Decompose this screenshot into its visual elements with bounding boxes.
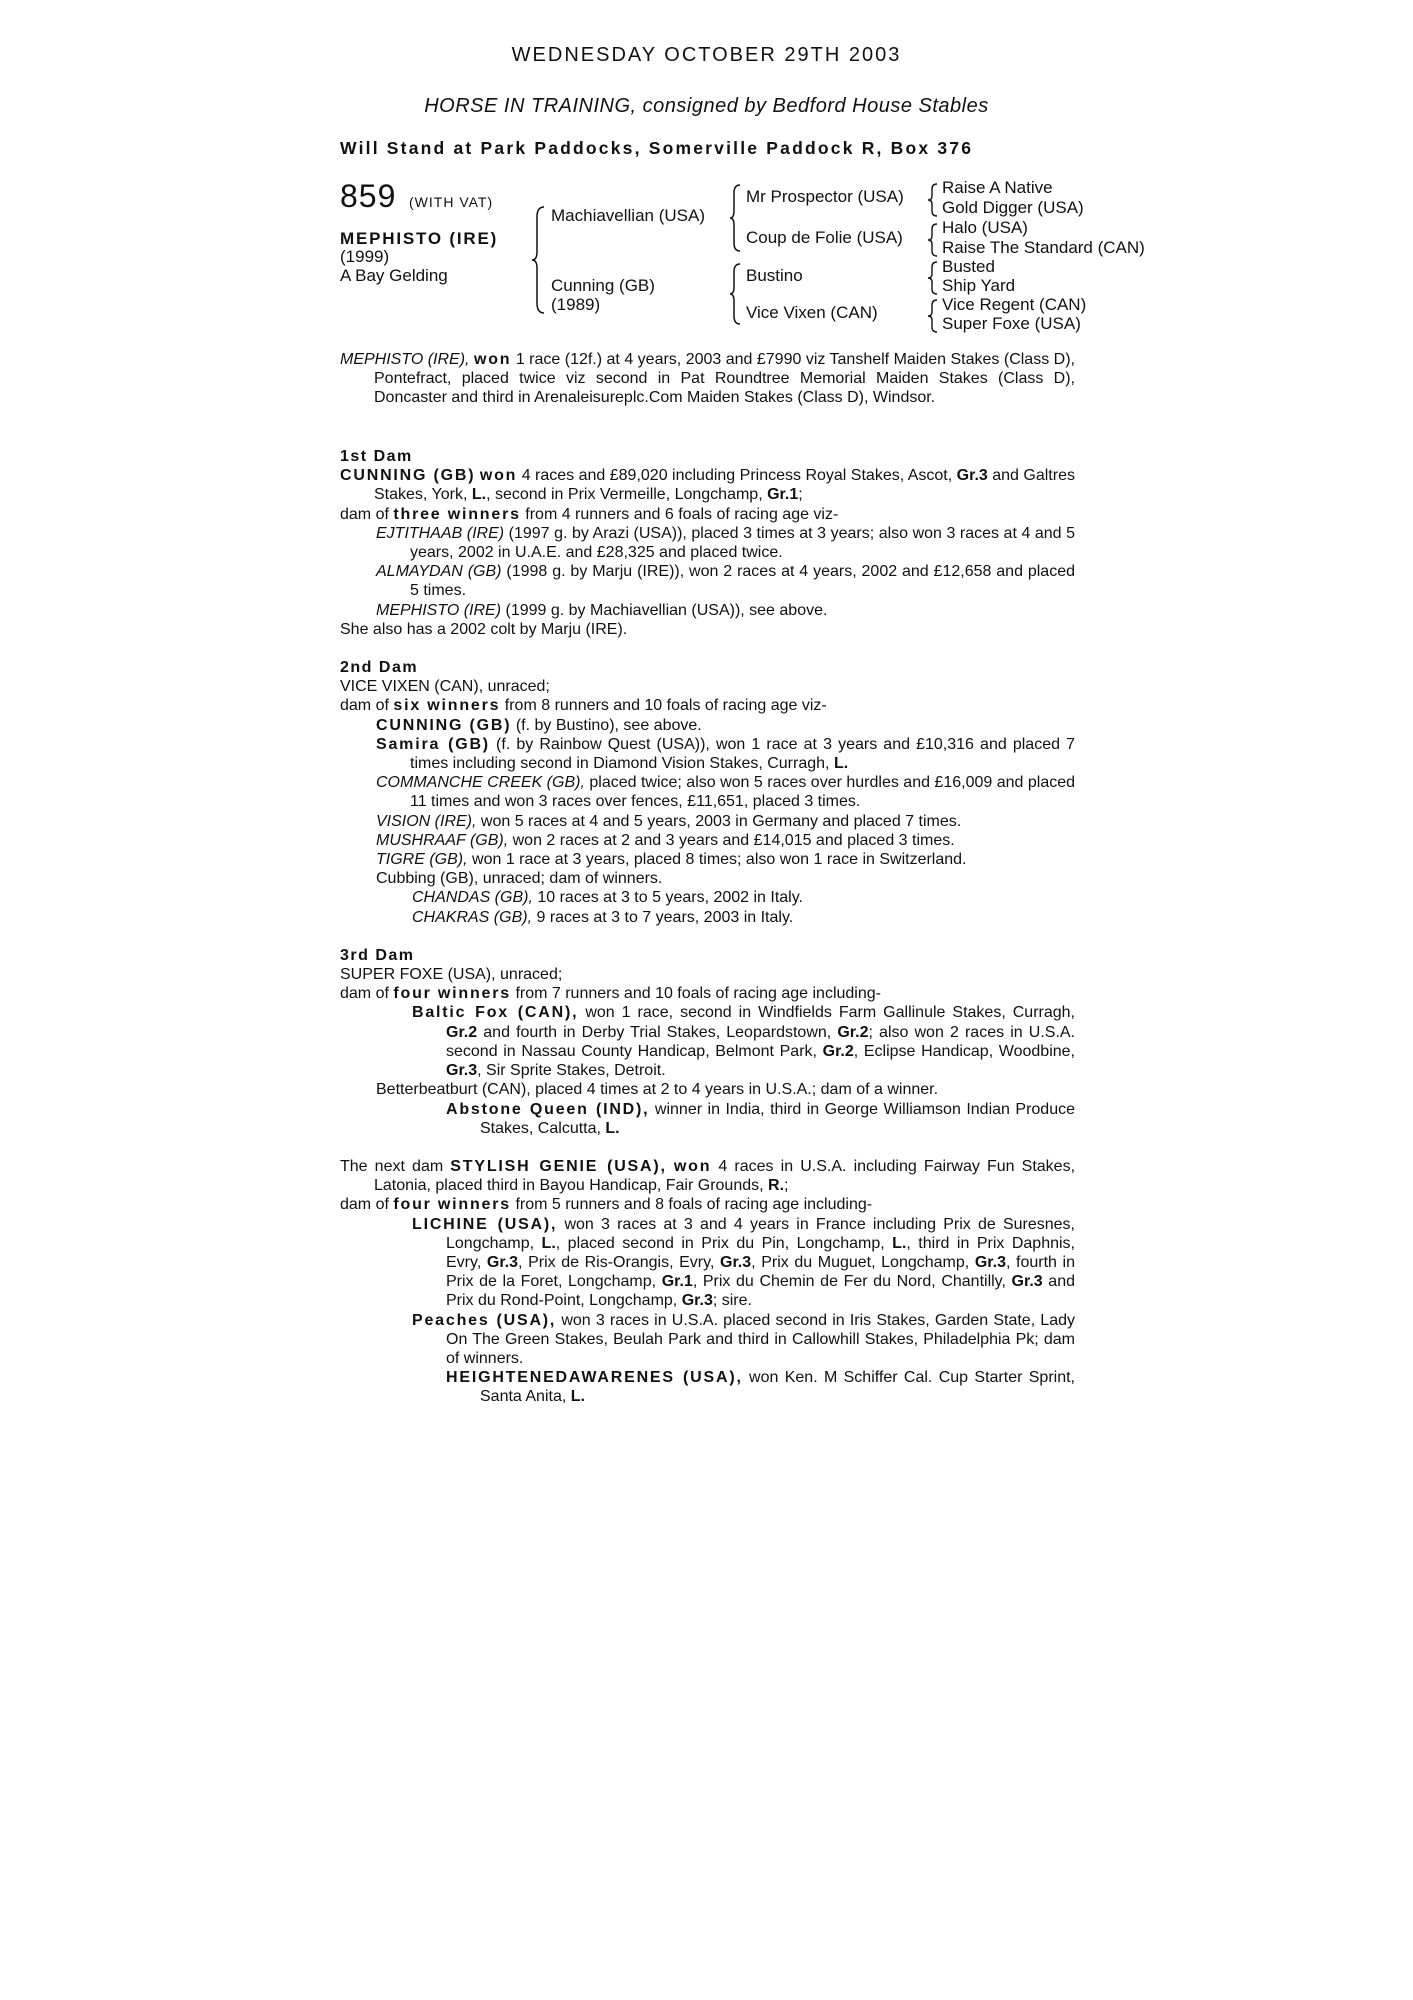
pedigree-sss: Raise A Native [942,178,1053,197]
first-dam-also: She also has a 2002 colt by Marju (IRE). [340,620,628,638]
third-dam-heading: 3rd Dam [340,946,415,964]
produce-entry: Cubbing (GB), unraced; dam of winners. [376,870,663,888]
produce-entry: COMMANCHE CREEK (GB), placed twice; also won 5 races over hurdles and £16,009 and placed 11 times and won 3 races over fences, £11,651, placed 3 times. [376,774,1076,811]
produce-entry: VISION (IRE), won 5 races at 4 and 5 years, 2003 in Germany and placed 7 times. [376,812,962,830]
produce-entry: Baltic Fox (CAN), won 1 race, second in Windfields Farm Gallinule Stakes, Curragh, Gr.2 and fourth in Derby Trial Stakes, Leopardstown, Gr.2; also won 2 races in U.S.A. second in Nassau County Handicap, Belmont Park, Gr.2, Eclipse Handicap, Woodbine, Gr.3, Sir Sprite Stakes, Detroit. [412,1004,1076,1080]
pedigree-sire-dam: Coup de Folie (USA) [746,228,903,247]
consignment-line: HORSE IN TRAINING, consigned by Bedford House Stables [424,95,989,117]
horse-year: (1999) [340,247,390,266]
pedigree-brace-sire [728,183,742,253]
horse-name: MEPHISTO (IRE) [340,229,499,248]
pedigree-ddd: Super Foxe (USA) [942,314,1081,333]
horse-description: A Bay Gelding [340,266,448,285]
pedigree-dss: Busted [942,257,995,276]
produce-entry: Betterbeatburt (CAN), placed 4 times at 2 to 4 years in U.S.A.; dam of a winner. [376,1081,939,1099]
pedigree-brace-ss [926,182,939,218]
second-dam-line: VICE VIXEN (CAN), unraced; [340,678,550,696]
second-dam-produce-summary: dam of six winners from 8 runners and 10 foals of racing age viz- [340,697,827,715]
pedigree-dds: Vice Regent (CAN) [942,295,1087,314]
first-dam-heading: 1st Dam [340,448,413,465]
produce-entry: TIGRE (GB), won 1 race at 3 years, placed 8 times; also won 1 race in Switzerland. [376,851,967,869]
pedigree-sire-sire: Mr Prospector (USA) [746,187,904,206]
pedigree-dam-year: (1989) [551,295,601,314]
produce-entry: CHANDAS (GB), 10 races at 3 to 5 years, 2002 in Italy. [412,889,803,907]
produce-entry: MUSHRAAF (GB), won 2 races at 2 and 3 years and £14,015 and placed 3 times. [376,831,955,849]
first-dam-record: CUNNING (GB) won 4 races and £89,020 including Princess Royal Stakes, Ascot, Gr.3 and Galtres Stakes, York, L., second in Prix Vermeille, Longchamp, Gr.1; [340,467,1075,504]
produce-entry: CHAKRAS (GB), 9 races at 3 to 7 years, 2003 in Italy. [412,908,794,926]
sale-date: WEDNESDAY OCTOBER 29TH 2003 [511,44,902,66]
lot-number: 859 [340,178,397,214]
pedigree-brace-main [530,205,546,315]
first-dam-produce-summary: dam of three winners from 4 runners and 6 foals of racing age viz- [340,505,839,523]
pedigree-dsd: Ship Yard [942,276,1016,295]
produce-entry: CUNNING (GB) (f. by Bustino), see above. [376,716,702,734]
produce-entry: Abstone Queen (IND), winner in India, third in George Williamson Indian Produce Stakes, Calcutta, L. [446,1100,1076,1137]
produce-entry: Samira (GB) (f. by Rainbow Quest (USA)), won 1 race at 3 years and £10,316 and placed 7 times including second in Diamond Vision Stakes, Curragh, L. [376,735,1075,773]
pedigree-sds: Halo (USA) [942,218,1028,237]
pedigree-dam-sire: Bustino [746,266,803,285]
produce-entry: ALMAYDAN (GB) (1998 g. by Marju (IRE)), won 2 races at 4 years, 2002 and £12,658 and placed 5 times. [376,563,1076,600]
produce-entry: LICHINE (USA), won 3 races at 3 and 4 years in France including Prix de Suresnes, Longchamp, L., placed second in Prix du Pin, Longchamp, L., third in Prix Daphnis, Evry, Gr.3, Prix de Ris-Orangis, Evry, Gr.3, Prix du Muguet, Longchamp, Gr.3, fourth in Prix de la Foret, Longchamp, Gr.1, Prix du Chemin de Fer du Nord, Chantilly, Gr.3 and Prix du Rond-Point, Longchamp, Gr.3; sire. [412,1215,1076,1310]
second-dam-heading: 2nd Dam [340,659,419,677]
pedigree-sdd: Raise The Standard (CAN) [942,238,1145,257]
race-record [340,350,1075,408]
third-dam-line: SUPER FOXE (USA), unraced; [340,966,563,984]
pedigree-brace-dd [926,298,939,334]
pedigree-ssd: Gold Digger (USA) [942,198,1084,217]
vat-note: (WITH VAT) [409,194,494,210]
pedigree-brace-ds [926,260,939,296]
produce-entry: Peaches (USA), won 3 races in U.S.A. placed second in Iris Stakes, Garden State, Lady On The Green Stakes, Beulah Park and third in Callowhill Stakes, Philadelphia Pk; dam of winners. [412,1311,1076,1367]
stand-location: Will Stand at Park Paddocks, Somerville Paddock R, Box 376 [340,138,974,158]
next-dam-produce-summary: dam of four winners from 5 runners and 8 foals of racing age including- [340,1196,873,1214]
race-record-paragraph: MEPHISTO (IRE), won 1 race (12f.) at 4 years, 2003 and £7990 viz Tanshelf Maiden Stakes (Class D), Pontefract, placed twice viz second in Pat Roundtree Memorial Maiden Stakes (Class D), Doncaster and third in Arenaleisureplc.Com Maiden Stakes (Class D), Windsor. [340,351,1075,407]
produce-entry: MEPHISTO (IRE) (1999 g. by Machiavellian (USA)), see above. [376,601,828,619]
pedigree-sire: Machiavellian (USA) [551,206,705,225]
produce-record [340,447,1075,1407]
produce-entry: HEIGHTENEDAWARENES (USA), won Ken. M Schiffer Cal. Cup Starter Sprint, Santa Anita, L. [446,1369,1075,1406]
produce-entry: EJTITHAAB (IRE) (1997 g. by Arazi (USA)), placed 3 times at 3 years; also won 3 races at 4 and 5 years, 2002 in U.A.E. and £28,325 and placed twice. [376,524,1075,562]
pedigree-dam: Cunning (GB) [551,276,655,295]
pedigree-dam-dam: Vice Vixen (CAN) [746,303,878,322]
pedigree-brace-dam [728,262,742,326]
pedigree-brace-sd [926,222,939,258]
next-dam-record: The next dam STYLISH GENIE (USA), won 4 races in U.S.A. including Fairway Fun Stakes, Latonia, placed third in Bayou Handicap, Fair Grounds, R.; [340,1157,1076,1195]
third-dam-produce-summary: dam of four winners from 7 runners and 10 foals of racing age including- [340,985,881,1003]
